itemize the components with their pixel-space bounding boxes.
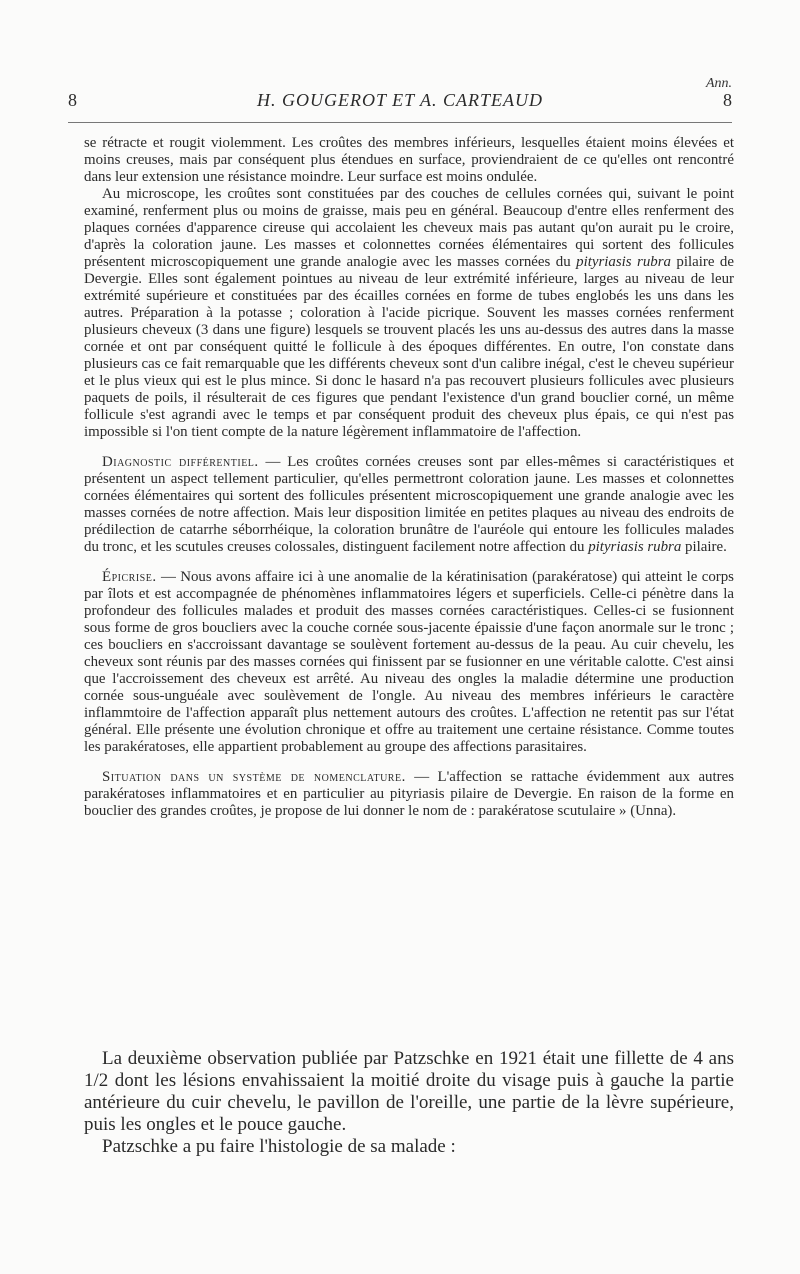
header-rule: [68, 122, 732, 123]
page-number-left: 8: [68, 90, 77, 110]
paragraph-text: — L'affection se rattache évidemment aux autres parakératoses inflammatoires et en particulier au pityriasis pilaire de Devergie. En raison de la forme en bouclier des grandes croûtes, je propose de lui donner le nom de : parakératose scutulaire » (Unna).: [84, 769, 734, 819]
paragraph-continuation: se rétracte et rougit violemment. Les croûtes des membres inférieurs, lesquelles étaient moins élevées et moins creuses, mais par conséquent plus étendues en surface, proviendraient de ce qu'elles ont rencontré dans leur extension une résistance moindre. Leur surface est moins ondulée.: [84, 135, 734, 185]
paragraph-epicrise: [84, 569, 734, 756]
paragraph-text: — Nous avons affaire ici à une anomalie de la kératinisation (parakératose) qui atteint le corps par îlots et est accompagnée de phénomènes inflammatoires légers et superficiels. Celle-ci pénètre dans la profondeur des follicules malades et produit des masses cornées caractéristiques. Celles-ci se fusionnent sous forme de gros boucliers avec la couche cornée sous-jacente épaissie d'une façon anormale sur le tronc ; ces boucliers en s'accroissant davantage se soulèvent fortement au-dessus de la peau. Au cuir chevelu, les cheveux sont réunis par des masses cornées qui finissent par se fusionner en une véritable calotte. C'est ainsi que l'accroissement des cheveux est arrêté. Au niveau des ongles la maladie détermine une production cornée sous-unguéale avec soulèvement de l'ongle. Au niveau des membres inférieurs le caractère inflammtoire de l'affection apparaît plus nettement autours des croûtes. L'affection ne retentit pas sur l'état général. Elle présente une évolution chronique et offre au traitement une certaine résistance. Comme toutes les parakératoses, elle appartient probablement au groupe des affections parasitaires.: [84, 569, 734, 755]
large-text-block: [84, 1048, 734, 1158]
paragraph-text: Au microscope, les croûtes sont constituées par des couches de cellules cornées qui, suivant le point examiné, renferment plus ou moins de graisse, mais peu en général. Beaucoup d'entre elles renferment des plaques cornées d'apparence cireuse qui accolaient les cheveux mais pas autant qu'on aurait pu le croire, d'après la coloration jaune. Les masses et colonnettes cornées élémentaires qui sortent des follicules présentent microscopiquement une grande analogie avec les masses cornées du: [84, 186, 734, 270]
paragraph-text: — Les croûtes cornées creuses sont par elles-mêmes si caractéristiques et présentent un aspect tellement particulier, qu'elles permettront coloration jaune. Les masses et colonnettes cornées élémentaires qui sortent des follicules présentent microscopiquement une grande analogie avec les masses cornées de notre affection. Mais leur disposition limitée en petites plaques au niveau des endroits de prédilection de catarrhe séborrhéique, la coloration brunâtre de l'auréole qui entoure les follicules malades du tronc, et les scutules creuses colossales, distinguent facilement notre affection du: [84, 454, 735, 555]
paragraph-histology: Patzschke a pu faire l'histologie de sa malade :: [102, 1136, 456, 1157]
page-number-right: 8: [723, 90, 732, 110]
paragraph-observation: La deuxième observation publiée par Patzschke en 1921 était une fillette de 4 ans 1/2 dont les lésions envahissaient la moitié droite du visage puis à gauche la partie antérieure du cuir chevelu, le pavillon de l'oreille, une partie de la lèvre supérieure, puis les ongles et le pouce gauche.: [84, 1048, 734, 1135]
main-text: [84, 135, 734, 820]
section-heading-diagnostic: Diagnostic différentiel.: [102, 454, 259, 470]
paragraph-diagnostic: [84, 454, 734, 556]
running-title: H. GOUGEROT ET A. CARTEAUD: [256, 90, 543, 110]
paragraph-microscope: [84, 186, 734, 441]
paragraph-nomenclature: [84, 769, 734, 820]
margin-annotation: Ann.: [705, 76, 732, 91]
paragraph-text: pilaire de Devergie. Elles sont également pointues au niveau de leur extrémité inférieure, larges au niveau de leur extrémité supérieure et constituées par des écailles cornées en forme de tubes englobés les uns dans les autres. Préparation à la potasse ; coloration à l'acide picrique. Souvent les masses cornées renferment plusieurs cheveux (3 dans une figure) lesquels se trouvent placés les uns au-dessus des autres dans la masse cornée et ont par conséquent quitté le follicule à des époques différentes. En outre, l'on constate dans plusieurs cas ce fait remarquable que les différents cheveux sont d'un calibre inégal, c'est le cheveu supérieur et le plus vieux qui est le plus mince. Si donc le hasard n'a pas recouvert plusieurs follicules avec plusieurs paquets de poils, il résulterait de ces figures que pendant l'existence d'un grand bouclier corné, un même follicule s'est agrandi avec le temps et par conséquent produit des cheveux plus épais, ce qui n'est pas impossible si l'on tient compte de la nature légèrement inflammatoire de l'affection.: [84, 254, 734, 440]
running-header: [68, 90, 732, 116]
section-heading-nomenclature: Situation dans un système de nomenclature.: [102, 769, 406, 785]
paragraph-text: pilaire.: [685, 539, 727, 555]
italic-term: pityriasis rubra: [588, 539, 682, 555]
italic-term: pityriasis rubra: [576, 254, 671, 270]
section-heading-epicrise: Épicrise.: [102, 569, 157, 585]
